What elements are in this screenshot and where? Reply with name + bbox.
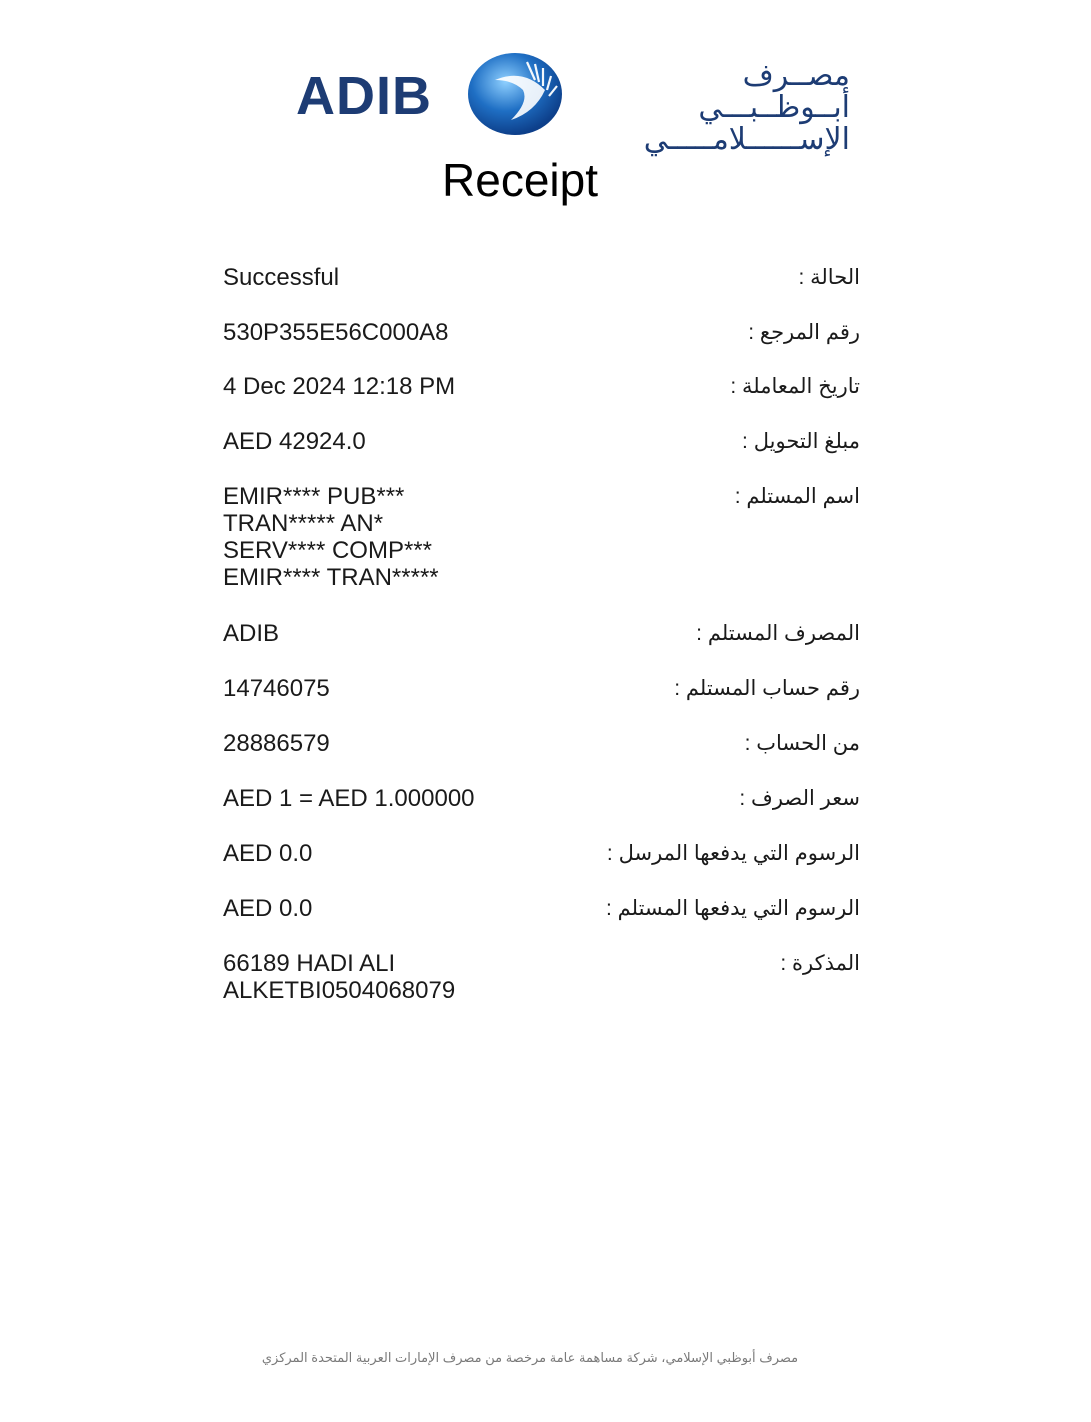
- adib-logo-arabic: [584, 60, 850, 156]
- sender-fees-label: الرسوم التي يدفعها المرسل :: [606, 842, 860, 865]
- page-title: Receipt: [442, 154, 598, 206]
- beneficiary-fees-label: الرسوم التي يدفعها المستلم :: [606, 897, 860, 920]
- reference-label: رقم المرجع :: [748, 321, 860, 344]
- beneficiary-bank-value: ADIB: [223, 620, 280, 647]
- logo-arabic-line2: الإســــــلامـــــي: [643, 123, 850, 156]
- beneficiary-account-label: رقم حساب المستلم :: [674, 677, 860, 700]
- from-account-value: 28886579: [223, 730, 330, 757]
- receipt-header: [0, 48, 1091, 156]
- status-value: Successful: [223, 264, 340, 291]
- memo-label: المذكرة :: [780, 952, 860, 975]
- transaction-date-value: 4 Dec 2024 12:18 PM: [223, 373, 456, 400]
- memo-value: 66189 HADI ALI ALKETBI0504068079: [223, 950, 456, 1004]
- beneficiary-name-value: EMIR**** PUB*** TRAN***** AN* SERV**** COMP*** EMIR**** TRAN*****: [223, 483, 439, 591]
- adib-logo-text: ADIB: [296, 66, 432, 126]
- exchange-rate-label: سعر الصرف :: [739, 787, 860, 810]
- beneficiary-bank-label: المصرف المستلم :: [696, 622, 860, 645]
- beneficiary-fees-value: AED 0.0: [223, 895, 313, 922]
- exchange-rate-value: AED 1 = AED 1.000000: [223, 785, 475, 812]
- beneficiary-name-label: اسم المستلم :: [734, 485, 860, 508]
- footer-disclaimer: مصرف أبوظبي الإسلامي، شركة مساهمة عامة مرخصة من مصرف الإمارات العربية المتحدة المركزي: [261, 1350, 799, 1365]
- sender-fees-value: AED 0.0: [223, 840, 313, 867]
- status-label: الحالة :: [798, 266, 860, 289]
- adib-logo-mark-icon: [465, 50, 565, 138]
- logo-arabic-line1: مصــرف أبــوظــبـــي: [698, 59, 850, 124]
- transfer-amount-label: مبلغ التحويل :: [742, 430, 860, 453]
- transaction-date-label: تاريخ المعاملة :: [730, 375, 860, 398]
- beneficiary-account-value: 14746075: [223, 675, 330, 702]
- transfer-amount-value: AED 42924.0: [223, 428, 366, 455]
- reference-value: 530P355E56C000A8: [223, 319, 449, 346]
- from-account-label: من الحساب :: [744, 732, 860, 755]
